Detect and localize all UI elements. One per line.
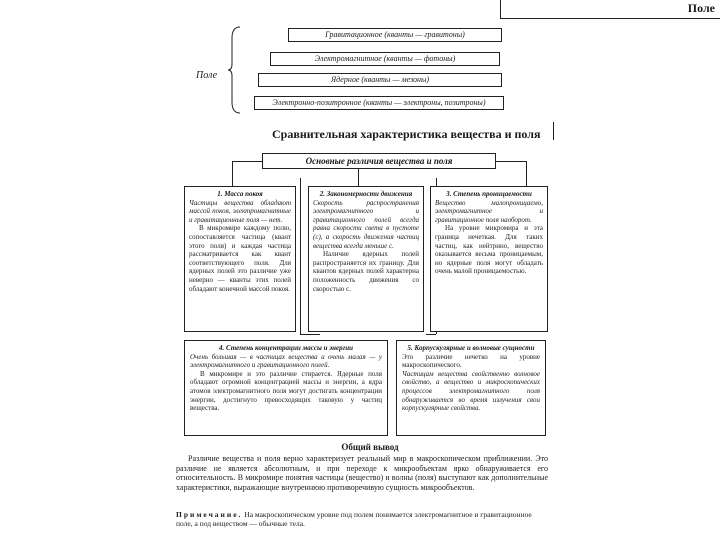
box-motion-laws-italic: Скорость распространения электромагнитного и гравитационного полей всегда равна скорости света в пустоте (с), а скорость движения частиц вещества всегда меньше с. xyxy=(313,198,419,250)
box-motion-laws xyxy=(308,186,424,332)
box-concentration xyxy=(184,340,388,436)
box-permeability xyxy=(430,186,548,332)
connector xyxy=(526,161,527,186)
page-header-text: Поле xyxy=(687,1,715,15)
field-type-electromagnetic: Электромагнитное (кванты — фотоны) xyxy=(270,52,500,66)
box-concentration-italic: Очень большая — в частицах вещества и очень малая — у электромагнитного и гравитационного полей. xyxy=(190,352,382,370)
box-concentration-body: В микромире и это различие стирается. Ядерные поля обладают огромной концентрацией массы и энергии, а ядра атомов электромагнитного поля могут достигать концентрации энергии, достигнуто превосходящих таковую у частиц вещества. xyxy=(190,369,382,413)
box-permeability-body: На уровне микромира и эта граница нечеткая. Для таких частиц, как нейтрино, вещество оказывается весьма проницаемым, но ядерные поля могут обладать очень малой проницаемостью. xyxy=(435,224,543,276)
box-motion-laws-body: Наличие ядерных полей распространяется их границу. Для квантов ядерных полей характерна положенность движения со скоростью с. xyxy=(313,250,419,293)
field-label: Поле xyxy=(196,70,218,81)
page-header xyxy=(500,0,720,19)
box-rest-mass-body: В микромире каждому полю, сопоставляется частица (квант этого поля) и каждая частица рассматривается как квант соответствующего поля. Для ядерных полей это различие уже неверно — кванты этих полей обладают конечной массой покоя. xyxy=(189,224,291,293)
box-wave-particle-italic: Частицам вещества свойственно волновое свойство, а вещество и микроскопических процессов электромагнитного поля обнаруживается во время излучения свои корпускулярные свойства. xyxy=(402,369,540,413)
box-rest-mass xyxy=(184,186,296,332)
box-wave-particle-body: Это различие нечетко на уровне макроскопического. xyxy=(402,352,540,370)
field-type-electron-positron: Электронно-позитронное (кванты — электроны, позитроны) xyxy=(254,96,504,110)
connector xyxy=(496,161,526,162)
title-edge-mark xyxy=(553,122,554,140)
connector xyxy=(300,334,320,335)
note-text: На макроскопическом уровне под полем понимается электромагнитное и гравитационное поле, а под веществом — обычные тела. xyxy=(176,510,532,528)
connector xyxy=(358,169,359,186)
field-type-gravitational: Гравитационное (кванты — гравитоны) xyxy=(288,28,502,42)
connector xyxy=(426,334,436,335)
connector xyxy=(232,161,262,162)
box-concentration-title: 4. Степень концентрации массы и энергии xyxy=(218,344,354,352)
box-rest-mass-title: 1. Масса покоя xyxy=(217,190,263,198)
diagram-root xyxy=(262,153,496,169)
note xyxy=(176,510,548,528)
box-permeability-title: 3. Степень проницаемости xyxy=(446,190,532,198)
box-permeability-italic: Вещество малопроницаемо, электромагнитное и гравитационное поля наоборот. xyxy=(435,198,543,224)
field-type-nuclear: Ядерное (кванты — мезоны) xyxy=(258,73,502,87)
conclusion-title: Общий вывод xyxy=(341,442,399,452)
box-wave-particle-title: 5. Корпускулярные и волновые сущности xyxy=(407,344,535,352)
box-motion-laws-title: 2. Закономерности движения xyxy=(319,190,413,198)
conclusion-text: Различие вещества и поля верно характеризует реальный мир в макроскопическом приближении. Это различие не является абсолютным, и при переходе к микрообъектам ярко обнаруживается его относительность. В микромире понятия частицы (вещество) и волны (поля) выступают как дополнительные характеристики, выражающие внутреннюю противоречивую сущность микрообъектов. xyxy=(176,454,548,492)
note-label: Примечание. xyxy=(176,510,243,519)
comparison-title: Сравнительная характеристика вещества и поля xyxy=(272,127,541,141)
connector xyxy=(300,178,301,334)
box-rest-mass-italic: Частицы вещества обладают массой покоя, электромагнитные и гравитационные поля — нет. xyxy=(189,198,291,224)
brace-icon xyxy=(228,26,242,114)
box-wave-particle xyxy=(396,340,546,436)
connector xyxy=(232,161,233,186)
diagram-root-text: Основные различия вещества и поля xyxy=(305,156,453,166)
